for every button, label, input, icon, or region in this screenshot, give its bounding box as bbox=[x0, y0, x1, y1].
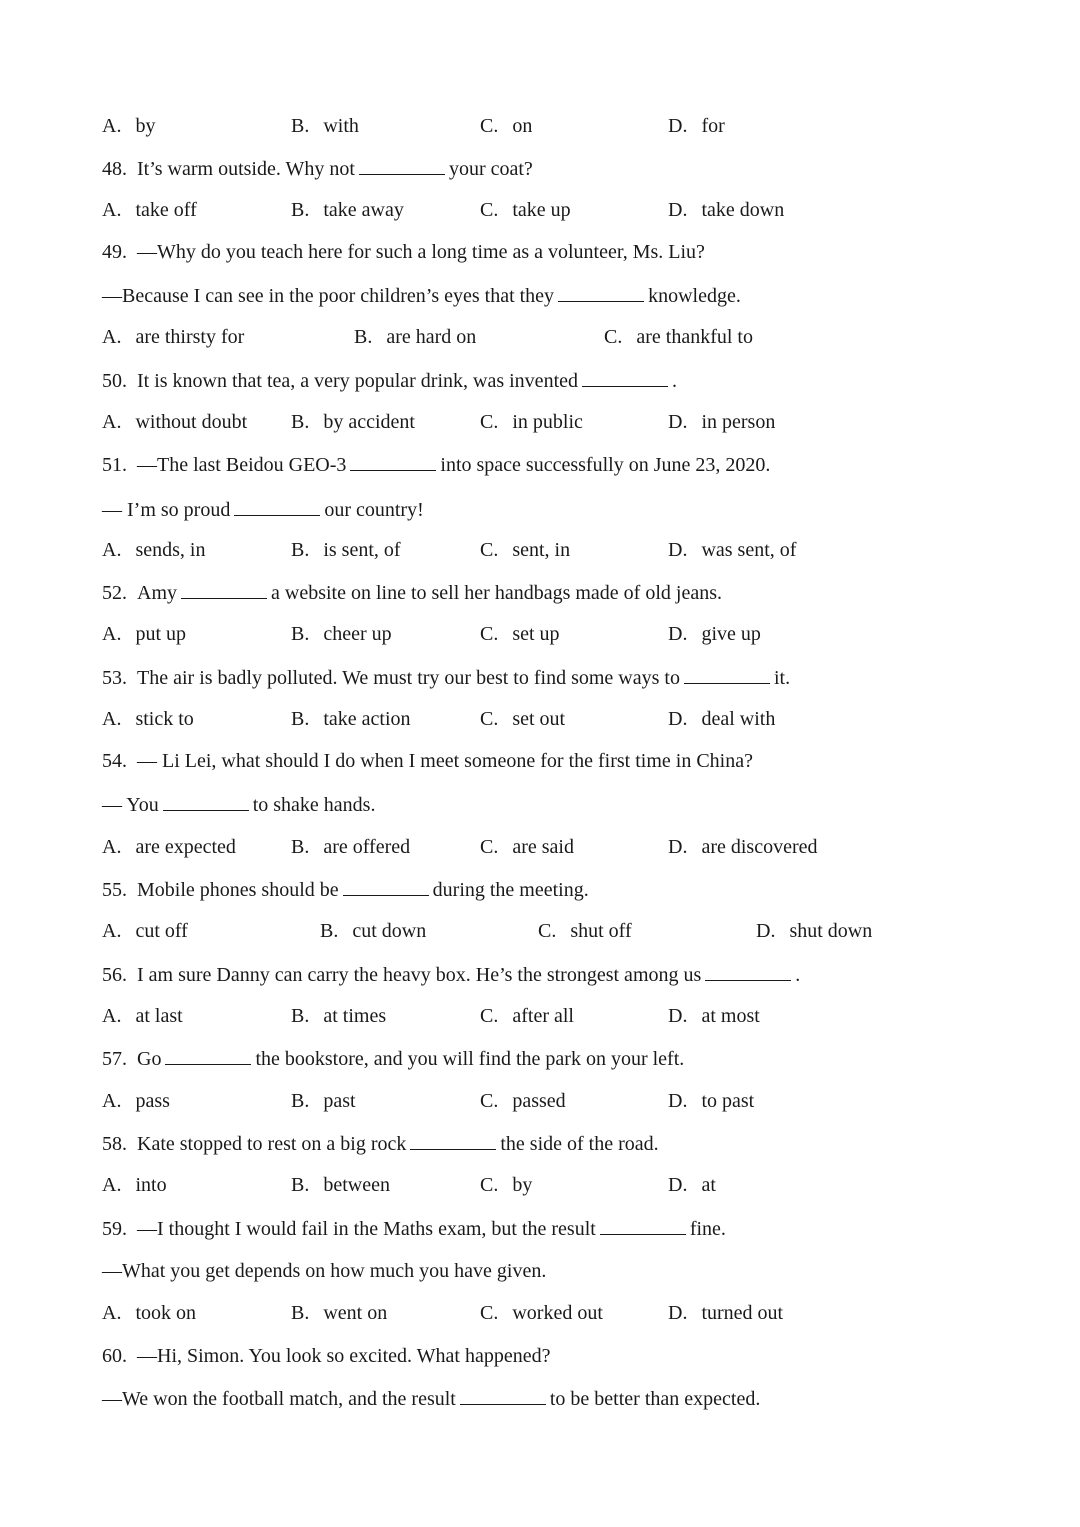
option-letter: C. bbox=[604, 326, 623, 348]
option-text: between bbox=[323, 1174, 390, 1196]
answer-option[interactable] bbox=[102, 622, 186, 646]
answer-blank[interactable] bbox=[582, 368, 668, 387]
option-text: passed bbox=[512, 1090, 566, 1112]
option-text: cut off bbox=[135, 920, 188, 942]
option-text: take action bbox=[323, 708, 411, 730]
question-number: 55. bbox=[102, 879, 127, 901]
option-letter: D. bbox=[668, 623, 688, 645]
option-text: to past bbox=[701, 1090, 755, 1112]
question-text: Kate stopped to rest on a big rock bbox=[137, 1133, 407, 1155]
answer-blank[interactable] bbox=[705, 962, 791, 981]
option-text: are offered bbox=[323, 836, 411, 858]
option-text: take up bbox=[512, 199, 571, 221]
option-letter: D. bbox=[668, 1302, 688, 1324]
question-text-continued: to shake hands. bbox=[252, 794, 376, 816]
option-letter: C. bbox=[480, 836, 499, 858]
answer-blank[interactable] bbox=[558, 283, 644, 302]
option-letter: B. bbox=[354, 326, 373, 348]
answer-option[interactable] bbox=[291, 1301, 387, 1325]
answer-option[interactable] bbox=[291, 835, 410, 859]
option-text: by bbox=[135, 115, 156, 137]
option-text: by bbox=[512, 1174, 533, 1196]
option-text: on bbox=[512, 115, 533, 137]
answer-option[interactable] bbox=[102, 1089, 170, 1113]
question-number: 50. bbox=[102, 370, 127, 392]
question-number: 60. bbox=[102, 1345, 127, 1367]
answer-option[interactable] bbox=[102, 198, 197, 222]
option-text: take off bbox=[135, 199, 197, 221]
answer-blank[interactable] bbox=[600, 1216, 686, 1235]
option-text: give up bbox=[701, 623, 761, 645]
option-text: at most bbox=[701, 1005, 760, 1027]
answer-blank[interactable] bbox=[410, 1131, 496, 1150]
option-text: by accident bbox=[323, 411, 415, 433]
option-text: at last bbox=[135, 1005, 183, 1027]
answer-option[interactable] bbox=[480, 1089, 566, 1113]
question-line bbox=[102, 877, 589, 902]
question-text-continued: fine. bbox=[689, 1218, 726, 1240]
option-letter: D. bbox=[668, 836, 688, 858]
dialogue-line bbox=[102, 1259, 546, 1283]
option-letter: B. bbox=[320, 920, 339, 942]
answer-blank[interactable] bbox=[181, 580, 267, 599]
question-text-continued: during the meeting. bbox=[432, 879, 589, 901]
answer-option[interactable] bbox=[668, 707, 775, 731]
answer-option[interactable] bbox=[668, 114, 725, 138]
question-number: 59. bbox=[102, 1218, 127, 1240]
option-letter: D. bbox=[668, 411, 688, 433]
option-text: worked out bbox=[512, 1302, 603, 1324]
option-text: at bbox=[701, 1174, 716, 1196]
answer-option[interactable] bbox=[480, 114, 532, 138]
option-letter: D. bbox=[668, 1005, 688, 1027]
option-letter: A. bbox=[102, 539, 122, 561]
option-text: are thirsty for bbox=[135, 326, 245, 348]
option-letter: B. bbox=[291, 623, 310, 645]
option-letter: A. bbox=[102, 115, 122, 137]
question-number: 58. bbox=[102, 1133, 127, 1155]
answer-option[interactable] bbox=[102, 1173, 167, 1197]
option-text: deal with bbox=[701, 708, 776, 730]
option-letter: C. bbox=[480, 1174, 499, 1196]
answer-option[interactable] bbox=[291, 1089, 356, 1113]
question-line bbox=[102, 580, 722, 605]
option-letter: C. bbox=[480, 199, 499, 221]
option-letter: B. bbox=[291, 1302, 310, 1324]
dialogue-line bbox=[102, 792, 375, 817]
question-text: The air is badly polluted. We must try our best to find some ways to bbox=[137, 667, 680, 689]
option-text: shut down bbox=[789, 920, 873, 942]
option-text: without doubt bbox=[135, 411, 248, 433]
option-text: stick to bbox=[135, 708, 194, 730]
option-text: with bbox=[323, 115, 359, 137]
question-text: — Li Lei, what should I do when I meet someone for the first time in China? bbox=[137, 750, 753, 772]
option-text: went on bbox=[323, 1302, 388, 1324]
question-text-continued: it. bbox=[773, 667, 791, 689]
option-text: are hard on bbox=[386, 326, 477, 348]
question-text: Mobile phones should be bbox=[137, 879, 339, 901]
answer-blank[interactable] bbox=[684, 665, 770, 684]
dialogue-line bbox=[102, 283, 741, 308]
question-text-continued: the side of the road. bbox=[500, 1133, 659, 1155]
option-text: take down bbox=[701, 199, 785, 221]
option-text: cut down bbox=[352, 920, 427, 942]
answer-option[interactable] bbox=[102, 538, 205, 562]
question-text: I am sure Danny can carry the heavy box. He’s the strongest among us bbox=[137, 964, 702, 986]
option-letter: D. bbox=[756, 920, 776, 942]
option-text: put up bbox=[135, 623, 187, 645]
question-line bbox=[102, 1344, 550, 1368]
answer-blank[interactable] bbox=[460, 1386, 546, 1405]
option-letter: B. bbox=[291, 539, 310, 561]
answer-option[interactable] bbox=[291, 114, 359, 138]
option-letter: A. bbox=[102, 411, 122, 433]
option-text: are said bbox=[512, 836, 574, 858]
option-text: sent, in bbox=[512, 539, 571, 561]
question-text: Go bbox=[137, 1048, 162, 1070]
option-letter: A. bbox=[102, 708, 122, 730]
answer-option[interactable] bbox=[102, 1004, 183, 1028]
option-text: past bbox=[323, 1090, 356, 1112]
option-text: in public bbox=[512, 411, 583, 433]
question-text: — I’m so proud bbox=[102, 499, 231, 521]
option-text: set out bbox=[512, 708, 566, 730]
answer-option[interactable] bbox=[320, 919, 426, 943]
answer-option[interactable] bbox=[102, 114, 155, 138]
option-text: is sent, of bbox=[323, 539, 401, 561]
answer-option[interactable] bbox=[480, 198, 571, 222]
answer-option[interactable] bbox=[102, 1301, 196, 1325]
answer-option[interactable] bbox=[291, 538, 401, 562]
option-letter: D. bbox=[668, 199, 688, 221]
option-text: are expected bbox=[135, 836, 236, 858]
option-letter: B. bbox=[291, 199, 310, 221]
question-text: —Why do you teach here for such a long time as a volunteer, Ms. Liu? bbox=[137, 241, 705, 263]
question-text: —The last Beidou GEO-3 bbox=[137, 454, 347, 476]
answer-option[interactable] bbox=[668, 1089, 754, 1113]
answer-option[interactable] bbox=[291, 410, 415, 434]
question-number: 53. bbox=[102, 667, 127, 689]
answer-option[interactable] bbox=[102, 325, 244, 349]
question-line bbox=[102, 1131, 659, 1156]
answer-option[interactable] bbox=[668, 622, 761, 646]
question-line bbox=[102, 240, 705, 264]
option-text: for bbox=[701, 115, 725, 137]
answer-option[interactable] bbox=[480, 410, 583, 434]
option-text: was sent, of bbox=[701, 539, 797, 561]
option-text: cheer up bbox=[323, 623, 392, 645]
question-line bbox=[102, 368, 677, 393]
question-number: 48. bbox=[102, 158, 127, 180]
answer-option[interactable] bbox=[538, 919, 632, 943]
option-text: are discovered bbox=[701, 836, 818, 858]
option-letter: A. bbox=[102, 326, 122, 348]
option-letter: D. bbox=[668, 1090, 688, 1112]
option-text: turned out bbox=[701, 1302, 784, 1324]
question-line bbox=[102, 1046, 684, 1071]
option-letter: A. bbox=[102, 1302, 122, 1324]
question-line bbox=[102, 452, 770, 477]
answer-option[interactable] bbox=[480, 622, 560, 646]
answer-option[interactable] bbox=[668, 538, 796, 562]
option-letter: D. bbox=[668, 115, 688, 137]
answer-option[interactable] bbox=[291, 198, 404, 222]
question-text: —I thought I would fail in the Maths exam, but the result bbox=[137, 1218, 596, 1240]
answer-option[interactable] bbox=[291, 1173, 390, 1197]
option-letter: C. bbox=[480, 1302, 499, 1324]
answer-option[interactable] bbox=[102, 835, 236, 859]
question-line bbox=[102, 156, 533, 181]
answer-option[interactable] bbox=[480, 1301, 603, 1325]
answer-blank[interactable] bbox=[343, 877, 429, 896]
question-number: 54. bbox=[102, 750, 127, 772]
question-number: 49. bbox=[102, 241, 127, 263]
option-letter: D. bbox=[668, 1174, 688, 1196]
question-text-continued: to be better than expected. bbox=[549, 1388, 761, 1410]
answer-option[interactable] bbox=[480, 538, 570, 562]
question-text-continued: . bbox=[672, 370, 677, 392]
answer-option[interactable] bbox=[668, 835, 818, 859]
answer-option[interactable] bbox=[480, 1004, 574, 1028]
option-text: shut off bbox=[570, 920, 632, 942]
question-number: 56. bbox=[102, 964, 127, 986]
option-letter: B. bbox=[291, 1005, 310, 1027]
answer-option[interactable] bbox=[756, 919, 872, 943]
dialogue-line bbox=[102, 497, 424, 522]
option-letter: A. bbox=[102, 1174, 122, 1196]
question-text-continued: knowledge. bbox=[648, 285, 741, 307]
option-letter: A. bbox=[102, 1090, 122, 1112]
option-letter: C. bbox=[480, 539, 499, 561]
answer-option[interactable] bbox=[668, 1004, 760, 1028]
question-text: It is known that tea, a very popular drink, was invented bbox=[137, 370, 578, 392]
question-line bbox=[102, 1216, 726, 1241]
option-letter: C. bbox=[480, 708, 499, 730]
option-letter: B. bbox=[291, 115, 310, 137]
question-text-continued: . bbox=[795, 964, 801, 986]
option-letter: C. bbox=[480, 623, 499, 645]
answer-option[interactable] bbox=[354, 325, 476, 349]
answer-blank[interactable] bbox=[234, 497, 320, 516]
answer-option[interactable] bbox=[668, 410, 775, 434]
answer-blank[interactable] bbox=[359, 156, 445, 175]
option-text: set up bbox=[512, 623, 560, 645]
question-text-continued: your coat? bbox=[448, 158, 533, 180]
question-text: —What you get depends on how much you have given. bbox=[102, 1260, 547, 1282]
answer-option[interactable] bbox=[480, 835, 574, 859]
answer-blank[interactable] bbox=[163, 792, 249, 811]
answer-option[interactable] bbox=[480, 1173, 532, 1197]
answer-blank[interactable] bbox=[350, 452, 436, 471]
option-letter: A. bbox=[102, 623, 122, 645]
question-line bbox=[102, 749, 753, 773]
answer-option[interactable] bbox=[291, 707, 411, 731]
answer-option[interactable] bbox=[668, 1173, 716, 1197]
question-text-continued: the bookstore, and you will find the park on your left. bbox=[255, 1048, 685, 1070]
option-letter: C. bbox=[480, 411, 499, 433]
option-letter: A. bbox=[102, 920, 122, 942]
question-number: 52. bbox=[102, 582, 127, 604]
dialogue-line bbox=[102, 1386, 760, 1411]
option-text: are thankful to bbox=[636, 326, 753, 348]
question-line bbox=[102, 962, 800, 987]
answer-blank[interactable] bbox=[165, 1046, 251, 1065]
question-text: —We won the football match, and the result bbox=[102, 1388, 456, 1410]
answer-option[interactable] bbox=[291, 622, 392, 646]
question-number: 57. bbox=[102, 1048, 127, 1070]
option-text: took on bbox=[135, 1302, 197, 1324]
option-letter: C. bbox=[480, 1005, 499, 1027]
option-letter: D. bbox=[668, 539, 688, 561]
question-text-continued: into space successfully on June 23, 2020. bbox=[440, 454, 771, 476]
question-line bbox=[102, 665, 790, 690]
question-text-continued: our country! bbox=[324, 499, 424, 521]
answer-option[interactable] bbox=[668, 198, 784, 222]
option-letter: B. bbox=[291, 708, 310, 730]
option-letter: C. bbox=[480, 1090, 499, 1112]
option-text: pass bbox=[135, 1090, 170, 1112]
option-text: into bbox=[135, 1174, 167, 1196]
option-text: sends, in bbox=[135, 539, 206, 561]
option-text: at times bbox=[323, 1005, 387, 1027]
question-text: It’s warm outside. Why not bbox=[137, 158, 355, 180]
option-letter: B. bbox=[291, 1090, 310, 1112]
option-letter: C. bbox=[538, 920, 557, 942]
answer-option[interactable] bbox=[291, 1004, 386, 1028]
answer-option[interactable] bbox=[668, 1301, 783, 1325]
option-letter: C. bbox=[480, 115, 499, 137]
option-letter: B. bbox=[291, 1174, 310, 1196]
option-letter: A. bbox=[102, 199, 122, 221]
answer-option[interactable] bbox=[102, 707, 194, 731]
option-letter: B. bbox=[291, 411, 310, 433]
question-number: 51. bbox=[102, 454, 127, 476]
option-letter: B. bbox=[291, 836, 310, 858]
option-text: take away bbox=[323, 199, 404, 221]
option-text: in person bbox=[701, 411, 776, 433]
question-text: —Hi, Simon. You look so excited. What happened? bbox=[137, 1345, 551, 1367]
option-text: after all bbox=[512, 1005, 574, 1027]
option-letter: A. bbox=[102, 836, 122, 858]
answer-option[interactable] bbox=[604, 325, 753, 349]
answer-option[interactable] bbox=[102, 410, 247, 434]
option-letter: D. bbox=[668, 708, 688, 730]
option-letter: A. bbox=[102, 1005, 122, 1027]
question-text: Amy bbox=[137, 582, 177, 604]
question-text: —Because I can see in the poor children’s eyes that they bbox=[102, 285, 555, 307]
question-text: — You bbox=[102, 794, 159, 816]
answer-option[interactable] bbox=[102, 919, 188, 943]
answer-option[interactable] bbox=[480, 707, 565, 731]
question-text-continued: a website on line to sell her handbags made of old jeans. bbox=[271, 582, 722, 604]
